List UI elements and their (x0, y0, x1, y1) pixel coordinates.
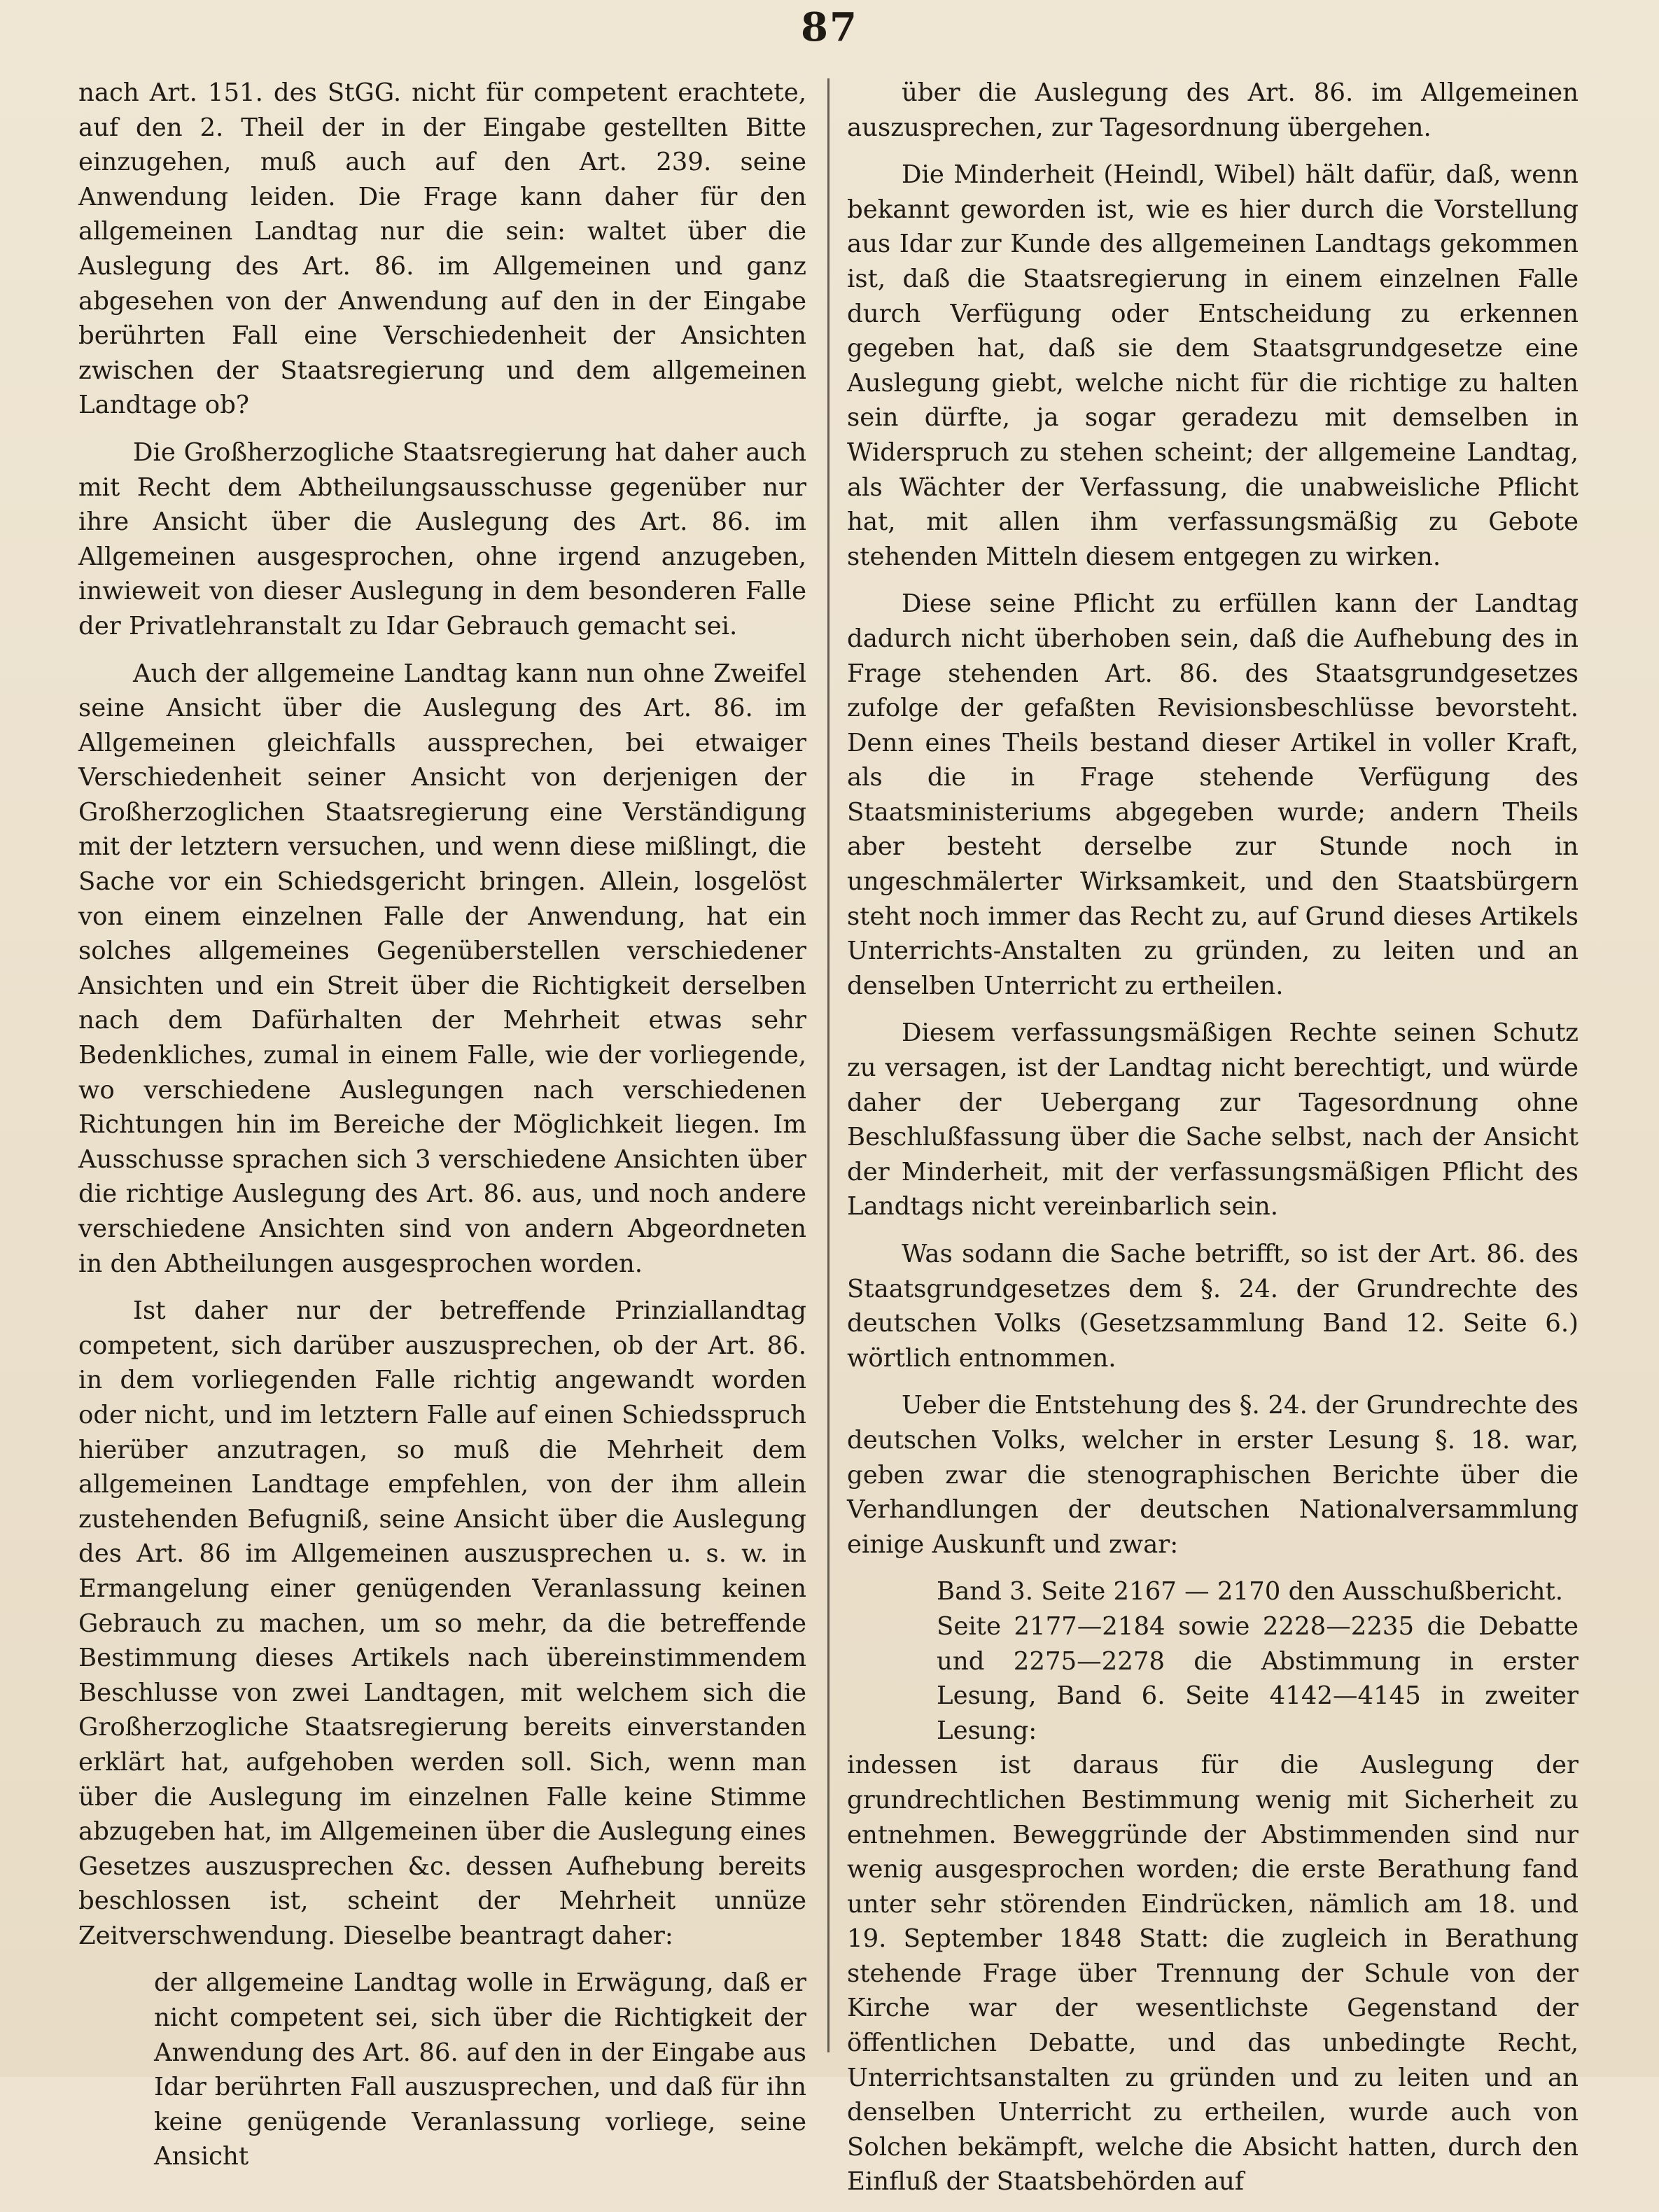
column-divider (827, 78, 830, 2052)
paragraph: Ist daher nur der betreffende Prinziallandtag competent, sich darüber auszusprechen, ob der Art. 86. in dem vorliegenden Falle richtig angewandt worden oder nicht, und im letztern Falle auf einen Schiedsspruch hierüber anzutragen, so muß die Mehrheit dem allgemeinen Landtage empfehlen, von der ihm allein zustehenden Befugniß, seine Ansicht über die Auslegung des Art. 86 im Allgemeinen auszusprechen u. s. w. in Ermangelung einer genügenden Veranlassung keinen Gebrauch zu machen, um so mehr, da die betreffende Bestimmung dieses Artikels nach übereinstimmendem Beschlusse von zwei Landtagen, mit welchem sich die Großherzogliche Staatsregierung bereits einverstanden erklärt hat, aufgehoben werden soll. Sich, wenn man über die Auslegung im einzelnen Falle keine Stimme abzugeben hat, im Allgemeinen über die Auslegung eines Gesetzes auszusprechen &c. dessen Aufhebung bereits beschlossen ist, scheint der Mehrheit unnüze Zeitverschwendung. Dieselbe beantragt daher: (78, 1296, 806, 1950)
resolution-paragraph: der allgemeine Landtag wolle in Erwägung, daß er nicht competent sei, sich über die Richtigkeit der Anwendung des Art. 86. auf den in der Eingabe aus Idar berührten Fall auszusprechen, und daß für ihn keine genügende Veranlassung vorliege, seine Ansicht (154, 1968, 806, 2171)
paragraph: Ueber die Entstehung des §. 24. der Grundrechte des deutschen Volks, welcher in erster Lesung §. 18. war, geben zwar die stenographischen Berichte über die Verhandlungen der deutschen Nationalversammlung einige Auskunft und zwar: (847, 1391, 1578, 1559)
paragraph: Diese seine Pflicht zu erfüllen kann der Landtag dadurch nicht überhoben sein, daß die Aufhebung des in Frage stehenden Art. 86. des Staatsgrundgesetzes zufolge der gefaßten Revisionsbeschlüsse bevorsteht. Denn eines Theils bestand dieser Artikel in voller Kraft, als die in Frage stehende Verfügung des Staatsministeriums abgegeben wurde; andern Theils aber besteht derselbe zur Stunde noch in ungeschmälerter Wirksamkeit, und den Staatsbürgern steht noch immer das Recht zu, auf Grund dieses Artikels Unterrichts-Anstalten zu gründen, zu leiten und an denselben Unterricht zu ertheilen. (847, 589, 1578, 1000)
paragraph: indessen ist daraus für die Auslegung der grundrechtlichen Bestimmung wenig mit Sicherheit zu entnehmen. Beweggründe der Abstimmenden sind nur wenig ausgesprochen worden; die erste Berathung fand unter sehr störenden Eindrücken, nämlich am 18. und 19. September 1848 Statt: die zugleich in Berathung stehende Frage über Trennung der Schule von der Kirche war der wesentlichste Gegenstand der öffentlichen Debatte, und das unbedingte Recht, Unterrichtsanstalten zu gründen und zu leiten und an denselben Unterricht zu ertheilen, wurde auch von Solchen bekämpft, welche die Absicht hatten, durch den Einfluß der Staatsbehörden auf (847, 1751, 1578, 2197)
reference-line: Band 3. Seite 2167 — 2170 den Ausschußbericht. (937, 1577, 1564, 1606)
paragraph: Diesem verfassungsmäßigen Rechte seinen Schutz zu versagen, ist der Landtag nicht berechtigt, und würde daher der Uebergang zur Tagesordnung ohne Beschlußfassung über die Sache selbst, nach der Ansicht der Minderheit, mit der verfassungsmäßigen Pflicht des Landtags nicht vereinbarlich sein. (847, 1018, 1578, 1222)
paragraph: über die Auslegung des Art. 86. im Allgemeinen auszusprechen, zur Tagesordnung übergehen. (847, 78, 1578, 142)
paragraph: Was sodann die Sache betrifft, so ist der Art. 86. des Staatsgrundgesetzes dem §. 24. der Grundrechte des deutschen Volks (Gesetzsammlung Band 12. Seite 6.) wörtlich entnommen. (847, 1240, 1578, 1373)
page-number: 87 (801, 4, 858, 50)
left-column (78, 76, 806, 2187)
paragraph: Die Großherzogliche Staatsregierung hat daher auch mit Recht dem Abtheilungsausschusse gegenüber nur ihre Ansicht über die Auslegung des Art. 86. im Allgemeinen ausgesprochen, ohne irgend anzugeben, inwieweit von dieser Auslegung in dem besonderen Falle der Privatlehranstalt zu Idar Gebrauch gemacht sei. (78, 438, 806, 640)
paragraph: Auch der allgemeine Landtag kann nun ohne Zweifel seine Ansicht über die Auslegung des Art. 86. im Allgemeinen gleichfalls aussprechen, bei etwaiger Verschiedenheit seiner Ansicht von derjenigen der Großherzoglichen Staatsregierung eine Verständigung mit der letztern versuchen, und wenn diese mißlingt, die Sache vor ein Schiedsgericht bringen. Allein, losgelöst von einem einzelnen Falle der Anwendung, hat ein solches allgemeines Gegenüberstellen verschiedener Ansichten und ein Streit über die Richtigkeit derselben nach dem Dafürhalten der Mehrheit etwas sehr Bedenkliches, zumal in einem Falle, wie der vorliegende, wo verschiedene Auslegungen nach verschiedenen Richtungen hin im Bereiche der Möglichkeit liegen. Im Ausschusse sprachen sich 3 verschiedene Ansichten über die richtige Auslegung des Art. 86. aus, und noch andere verschiedene Ansichten sind von andern Abgeordneten in den Abtheilungen ausgesprochen worden. (78, 659, 806, 1278)
right-column (847, 76, 1578, 2212)
paragraph: nach Art. 151. des StGG. nicht für competent erachtete, auf den 2. Theil der in der Eingabe gestellten Bitte einzugehen, muß auch auf den Art. 239. seine Anwendung leiden. Die Frage kann daher für den allgemeinen Landtag nur die sein: waltet über die Auslegung des Art. 86. im Allgemeinen und ganz abgesehen von der Anwendung auf den in der Eingabe berührten Fall eine Verschiedenheit der Ansichten zwischen der Staatsregierung und dem allgemeinen Landtage ob? (78, 78, 806, 420)
paragraph: Die Minderheit (Heindl, Wibel) hält dafür, daß, wenn bekannt geworden ist, wie es hier durch die Vorstellung aus Idar zur Kunde des allgemeinen Landtags gekommen ist, daß die Staatsregierung in einem einzelnen Falle durch Verfügung oder Entscheidung zu erkennen gegeben hat, daß sie dem Staatsgrundgesetze eine Auslegung giebt, welche nicht für die richtige zu halten sein dürfte, ja sogar geradezu mit demselben in Widerspruch zu stehen scheint; der allgemeine Landtag, als Wächter der Verfassung, die unabweisliche Pflicht hat, mit allen ihm verfassungsmäßig zu Gebote stehenden Mitteln diesem entgegen zu wirken. (847, 160, 1578, 571)
reference-line: Seite 2177—2184 sowie 2228—2235 die Debatte und 2275—2278 die Abstimmung in erster Lesung, Band 6. Seite 4142—4145 in zweiter Lesung: (937, 1611, 1578, 1745)
